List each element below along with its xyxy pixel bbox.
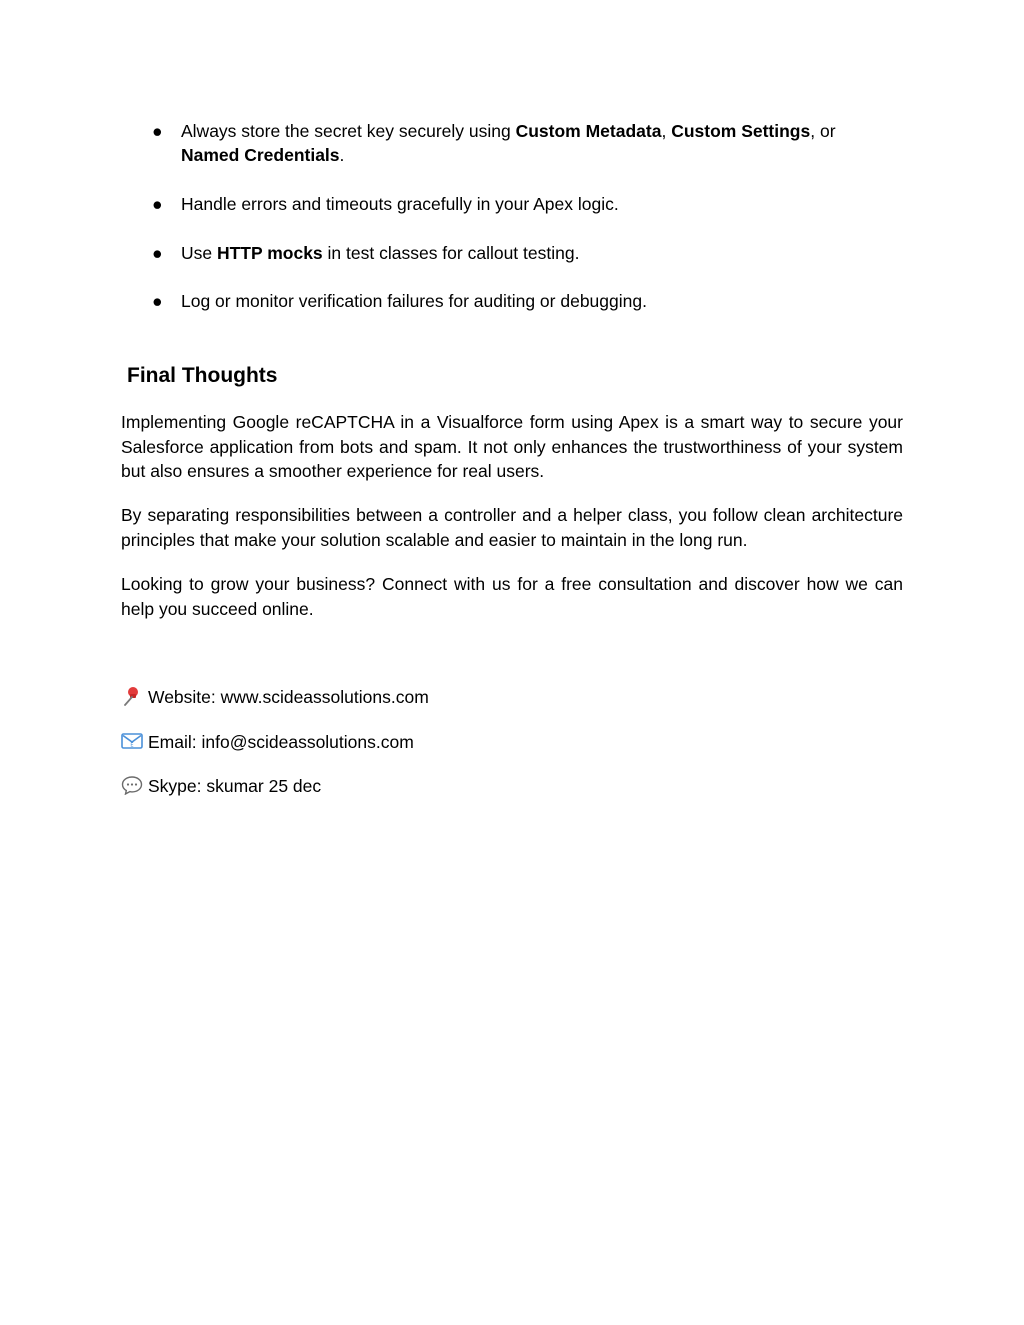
- bullet-text-segment: Always store the secret key securely using: [181, 121, 516, 141]
- bullet-text: [181, 241, 886, 265]
- paragraph-recaptcha: Implementing Google reCAPTCHA in a Visualforce form using Apex is a smart way to secure your Salesforce application from bots and spam. It not only enhances the trustworthiness of your system but also ensures a smoother experience for real users.: [121, 412, 903, 481]
- svg-text:E: E: [130, 742, 134, 749]
- bullet-dot: ●: [152, 121, 163, 141]
- email-icon: [121, 731, 143, 751]
- bullet-text: [181, 119, 886, 167]
- bullet-text-segment: , or: [810, 121, 836, 141]
- bold-term-http-mocks: HTTP mocks: [216, 243, 323, 263]
- contact-website: [121, 685, 721, 709]
- bold-term-named-credentials: Named Credentials: [181, 145, 340, 165]
- section-heading: Final Thoughts: [127, 364, 278, 387]
- bullet-text-segment: .: [339, 145, 345, 165]
- paragraph-consultation: Looking to grow your business? Connect with us for a free consultation and discover how we can help you succeed online.: [121, 574, 903, 619]
- bullet-text: Log or monitor verification failures for auditing or debugging.: [181, 291, 647, 311]
- bold-term-custom-metadata: Custom Metadata: [515, 121, 662, 141]
- contact-email: [121, 730, 721, 754]
- bullet-dot: ●: [152, 243, 163, 263]
- skype-label: Skype:: [148, 776, 202, 796]
- website-label: Website:: [148, 687, 216, 707]
- contact-skype: [121, 774, 721, 798]
- bullet-text: Handle errors and timeouts gracefully in your Apex logic.: [181, 194, 619, 214]
- bold-term-custom-settings: Custom Settings: [671, 121, 811, 141]
- bullet-dot: ●: [152, 291, 163, 311]
- bullet-dot: ●: [152, 194, 163, 214]
- website-link[interactable]: www.scideassolutions.com: [220, 687, 429, 707]
- speech-bubble-icon: [121, 775, 143, 795]
- paragraph-architecture: By separating responsibilities between a controller and a helper class, you follow clean architecture principles that make your solution scalable and easier to maintain in the long run.: [121, 505, 903, 550]
- bullet-text-segment: Use: [181, 243, 217, 263]
- bullet-text-segment: ,: [661, 121, 672, 141]
- email-label: Email:: [148, 732, 197, 752]
- bullet-text-segment: in test classes for callout testing.: [322, 243, 580, 263]
- pushpin-icon: [121, 686, 143, 706]
- email-link[interactable]: info@scideassolutions.com: [201, 732, 414, 752]
- skype-id: skumar 25 dec: [206, 776, 322, 796]
